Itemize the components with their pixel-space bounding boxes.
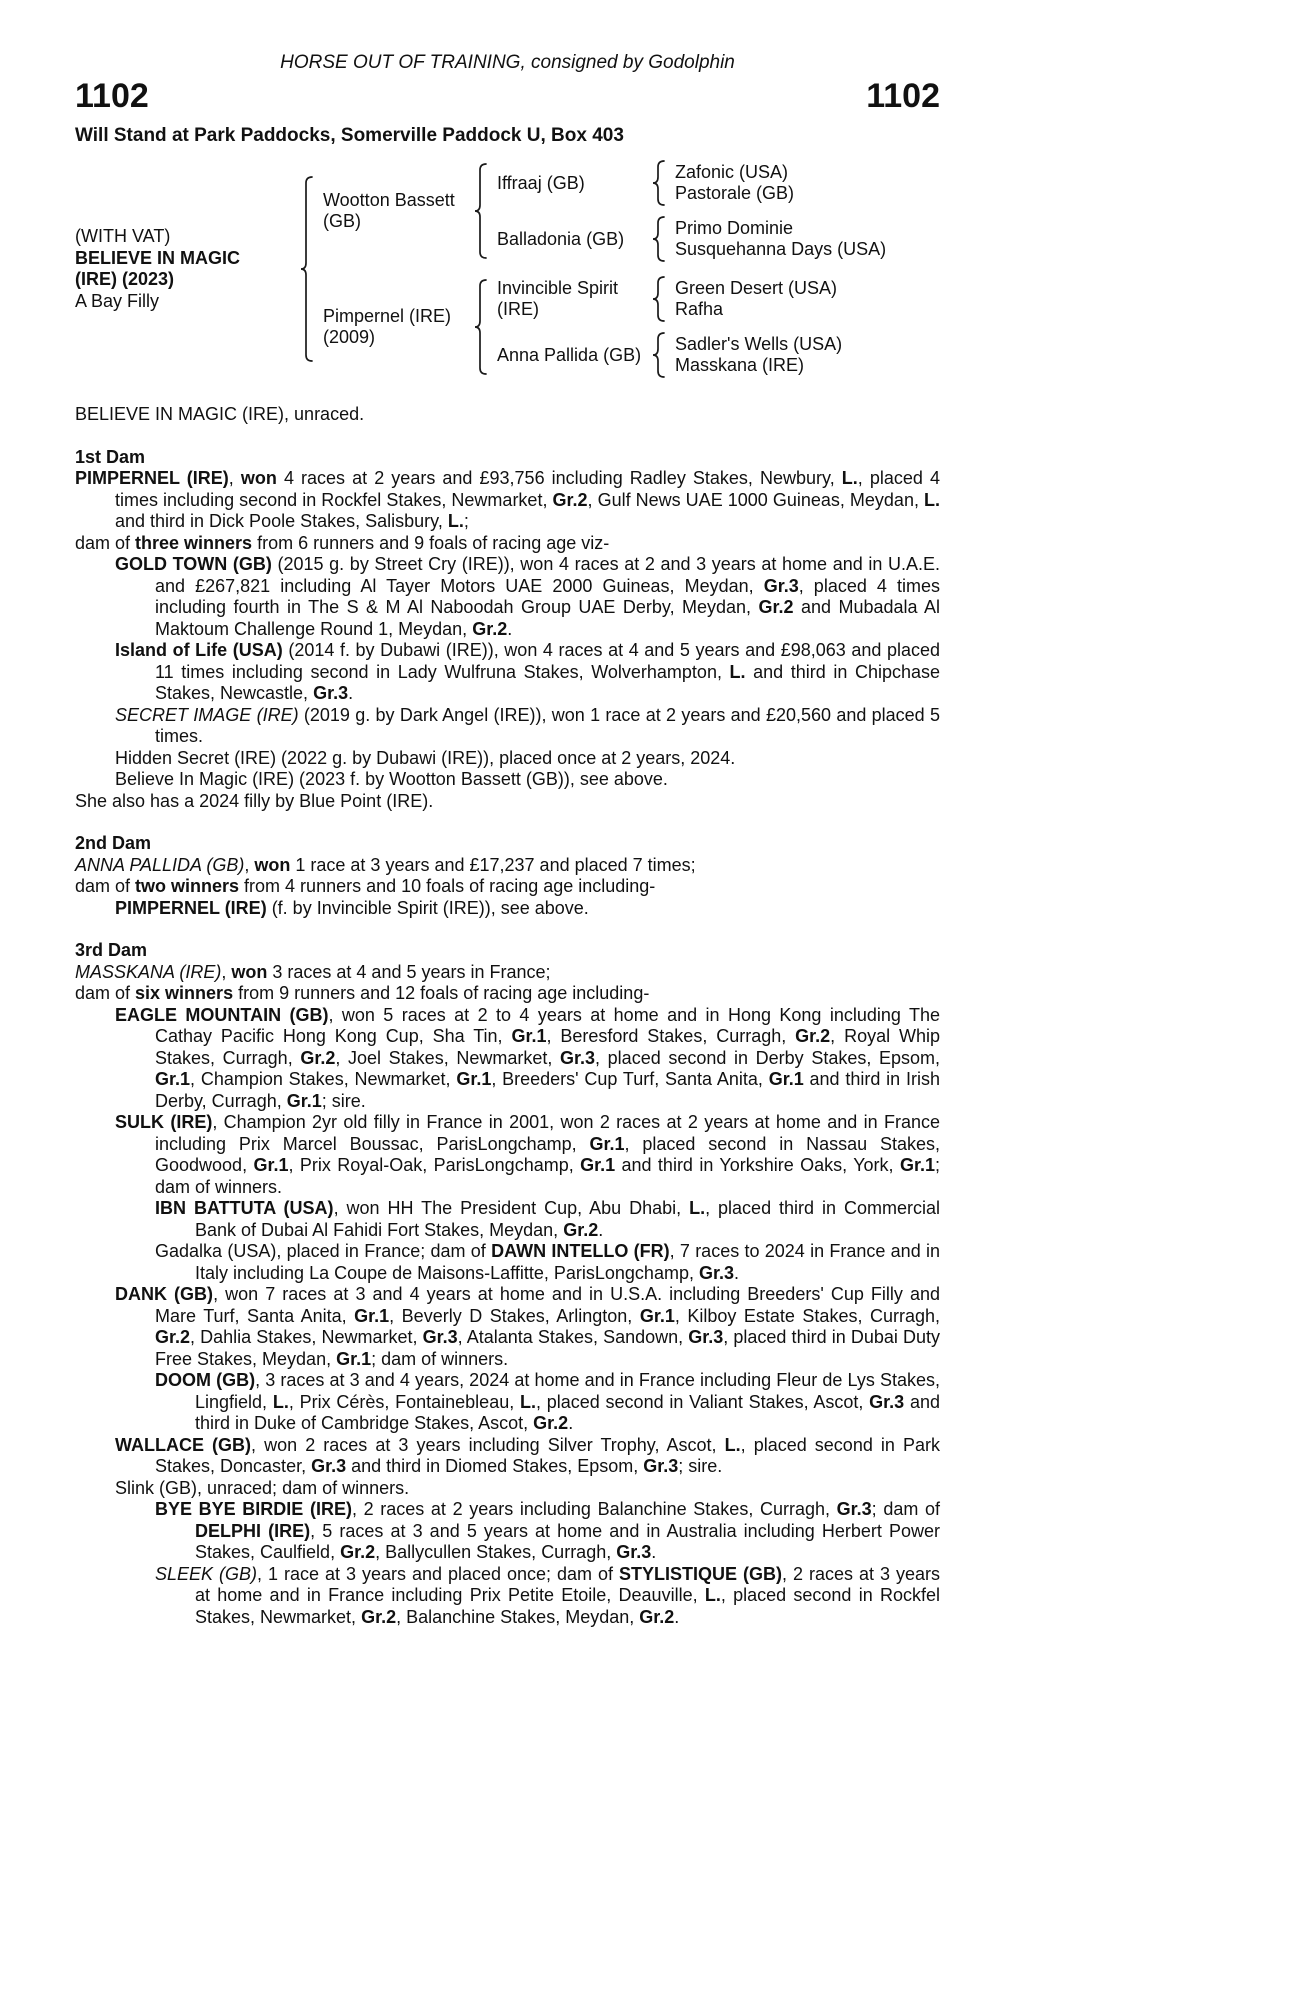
text-run: from 6 runners and 9 foals of racing age viz- — [252, 532, 610, 553]
text-run: two winners — [135, 876, 240, 897]
text-run: MASSKANA (IRE) — [75, 961, 222, 982]
consignment-line: HORSE OUT OF TRAINING, consigned by Godolphin — [280, 52, 735, 73]
text-run: L. — [447, 511, 464, 532]
brace-icon — [649, 160, 669, 206]
text-run: , — [228, 468, 241, 489]
text-run: Gr.1 — [768, 1069, 804, 1090]
text-run: dam of — [75, 532, 136, 553]
text-run: , — [244, 854, 255, 875]
text-run: . — [348, 683, 354, 704]
text-run: , Dahlia Stakes, Newmarket, — [190, 1327, 423, 1348]
text-run: EAGLE MOUNTAIN (GB) — [115, 1004, 329, 1025]
text-run: Slink (GB), unraced; dam of winners. — [115, 1477, 410, 1498]
text-run: Gr.3 — [869, 1391, 905, 1412]
text-run: (f. by Invincible Spirit (IRE)), see above. — [266, 897, 589, 918]
text-run: PIMPERNEL (IRE) — [115, 897, 267, 918]
dam-record — [75, 855, 940, 877]
text-run: ; dam of — [871, 1499, 940, 1520]
text-run: 1 race at 3 years and £17,237 and placed 7 times; — [290, 854, 696, 875]
text-run: DAWN INTELLO (FR) — [491, 1241, 670, 1262]
text-run: , Prix Cérès, Fontainebleau, — [288, 1391, 520, 1412]
text-run: , placed second in Park Stakes, Doncaster, — [155, 1434, 940, 1477]
lot-number-right: 1102 — [866, 76, 940, 115]
text-run: Gr.2 — [552, 489, 588, 510]
offspring-entry — [75, 898, 940, 920]
offspring-entry — [75, 1112, 940, 1198]
text-run: Gr.3 — [422, 1327, 458, 1348]
text-run: DANK (GB) — [115, 1284, 214, 1305]
also-has-note — [75, 791, 940, 813]
text-run: Believe In Magic (IRE) (2023 f. by Wootton Bassett (GB)), see above. — [115, 769, 668, 790]
text-run: Gr.3 — [836, 1499, 872, 1520]
dam-record — [75, 962, 940, 984]
text-run: ; dam of winners. — [155, 1155, 940, 1197]
text-run: L. — [272, 1391, 289, 1412]
offspring-entry — [75, 1241, 940, 1284]
offspring-entry — [75, 1370, 940, 1435]
text-run: Gr.3 — [616, 1542, 652, 1563]
offspring-entry — [75, 748, 940, 770]
text-run: GOLD TOWN (GB) — [115, 554, 272, 575]
lot-number-row — [75, 78, 940, 115]
offspring-entry — [75, 1499, 940, 1564]
text-run: IBN BATTUTA (USA) — [155, 1198, 334, 1219]
offspring-entry — [75, 705, 940, 748]
text-run: 3 races at 4 and 5 years in France; — [267, 961, 551, 982]
dam-dam-branch — [491, 332, 842, 378]
text-run: L. — [924, 489, 941, 510]
text-run: and third in Irish Derby, Curragh, — [155, 1069, 940, 1111]
text-run: WALLACE (GB) — [115, 1434, 252, 1455]
dam-name: Pimpernel (IRE) (2009) — [323, 305, 452, 348]
great-grandparent-name: Susquehanna Days (USA) — [675, 239, 887, 260]
text-run: ; sire. — [678, 1456, 723, 1477]
offspring-entry — [75, 554, 940, 640]
text-run: DOOM (GB) — [155, 1370, 256, 1391]
text-run: , won 2 races at 3 years including Silver Trophy, Ascot, — [251, 1434, 725, 1455]
text-run: , 7 races to 2024 in France and in Italy including La Coupe de Maisons-Laffitte, ParisLongchamp, — [195, 1241, 940, 1283]
text-run: Gr.2 — [639, 1606, 675, 1627]
text-run: ; — [463, 511, 469, 532]
text-run: , 2 races at 2 years including Balanchine Stakes, Curragh, — [351, 1499, 837, 1520]
text-run: Gr.1 — [354, 1305, 390, 1326]
brace-icon — [649, 332, 669, 378]
text-run: Gr.3 — [313, 683, 349, 704]
text-run: , placed third in Dubai Duty Free Stakes, Meydan, — [155, 1327, 940, 1369]
lot-number-left: 1102 — [75, 76, 149, 115]
sire-branch — [317, 160, 886, 262]
text-run: Gr.3 — [688, 1327, 724, 1348]
offspring-entry — [75, 769, 940, 791]
text-run: . — [674, 1606, 680, 1627]
text-run: , placed second in Valiant Stakes, Ascot, — [535, 1391, 870, 1412]
sire-dam-branch — [491, 216, 886, 262]
text-run: Gr.2 — [361, 1606, 397, 1627]
great-grandparent-name: Sadler's Wells (USA) — [675, 333, 843, 354]
text-run: and third in Diomed Stakes, Epsom, — [346, 1456, 644, 1477]
text-run: , Beresford Stakes, Curragh, — [546, 1026, 796, 1047]
text-run: , Champion 2yr old filly in France in 2001, won 2 races at 2 years at home and in France including Prix Marcel Boussac, ParisLongchamp, — [155, 1112, 940, 1154]
text-run: (2019 g. by Dark Angel (IRE)), won 1 race at 2 years and £20,560 and placed 5 times. — [155, 704, 940, 747]
text-run: Gr.1 — [899, 1155, 935, 1176]
text-run: , placed second in Derby Stakes, Epsom, — [595, 1047, 941, 1068]
text-run: L. — [841, 468, 858, 489]
text-run: Island of Life (USA) — [115, 640, 283, 661]
great-grandparent-name: Pastorale (GB) — [675, 183, 795, 204]
text-run: Gr.1 — [456, 1069, 492, 1090]
text-run: , Royal Whip Stakes, Curragh, — [155, 1026, 940, 1068]
text-run: won — [240, 468, 277, 489]
produce-intro — [75, 533, 940, 555]
great-grandparent-name: Green Desert (USA) — [675, 277, 838, 298]
text-run: ; dam of winners. — [371, 1348, 509, 1369]
text-run: , placed third in Commercial Bank of Dubai Al Fahidi Fort Stakes, Meydan, — [195, 1198, 940, 1240]
text-run: , — [221, 961, 232, 982]
text-run: won — [231, 961, 268, 982]
text-run: and third in Chipchase Stakes, Newcastle, — [155, 661, 940, 704]
brace-icon — [471, 163, 491, 259]
text-run: , Gulf News UAE 1000 Guineas, Meydan, — [587, 489, 925, 510]
text-run: L. — [729, 661, 746, 682]
dam-branch — [317, 276, 886, 378]
pedigree-table — [75, 160, 940, 378]
text-run: , placed second in Rockfel Stakes, Newmarket, — [195, 1585, 940, 1627]
text-run: Gadalka (USA), placed in France; dam of — [155, 1241, 492, 1262]
catalogue-body — [75, 404, 940, 1628]
dam-sire-branch — [491, 276, 842, 322]
offspring-entry — [75, 1435, 940, 1478]
text-run: , 2 races at 3 years at home and in France including Prix Petite Etoile, Deauville, — [195, 1563, 940, 1606]
text-run: , won 5 races at 2 to 4 years at home and in Hong Kong including The Cathay Pacific Hong Kong Cup, Sha Tin, — [155, 1004, 940, 1047]
offspring-entry — [75, 1198, 940, 1241]
text-run: (2015 g. by Street Cry (IRE)), won 4 races at 2 and 3 years at home and in U.A.E. and £267,821 including Al Tayer Motors UAE 2000 Guineas, Meydan, — [155, 554, 940, 596]
text-run: STYLISTIQUE (GB) — [619, 1563, 783, 1584]
text-run: . — [507, 618, 513, 639]
text-run: , Ballycullen Stakes, Curragh, — [375, 1542, 617, 1563]
text-run: Gr.1 — [589, 1133, 625, 1154]
text-run: BYE BYE BIRDIE (IRE) — [155, 1499, 352, 1520]
text-run: Gr.3 — [560, 1047, 596, 1068]
dam-record — [75, 468, 940, 533]
great-grandparent-name: Primo Dominie — [675, 217, 794, 238]
text-run: , Beverly D Stakes, Arlington, — [389, 1305, 640, 1326]
text-run: , placed second in Nassau Stakes, Goodwood, — [155, 1133, 940, 1176]
text-run: , won 7 races at 3 and 4 years at home and in U.S.A. including Breeders' Cup Filly and Mare Turf, Santa Anita, — [155, 1284, 940, 1326]
text-run: from 4 runners and 10 foals of racing age including- — [239, 876, 656, 897]
text-run: Hidden Secret (IRE) (2022 g. by Dubawi (IRE)), placed once at 2 years, 2024. — [115, 747, 736, 768]
text-run: Gr.2 — [563, 1219, 599, 1240]
text-run: (2014 f. by Dubawi (IRE)), won 4 races at 4 and 5 years and £98,063 and placed 11 times including second in Lady Wulfruna Stakes, Wolverhampton, — [155, 640, 941, 682]
text-run: and third in Dick Poole Stakes, Salisbury, — [115, 511, 448, 532]
text-run: Gr.1 — [155, 1069, 191, 1090]
heading-1st-dam — [75, 447, 940, 469]
text-run: and Mubadala Al Maktoum Challenge Round 1, Meydan, — [155, 597, 941, 639]
text-run: L. — [689, 1198, 706, 1219]
text-run: L. — [519, 1391, 536, 1412]
text-run: PIMPERNEL (IRE) — [75, 468, 229, 489]
text-run: Gr.1 — [286, 1090, 322, 1111]
offspring-entry — [75, 640, 940, 705]
sire-name: Wootton Bassett (GB) — [323, 189, 455, 232]
text-run: Gr.1 — [580, 1155, 616, 1176]
text-run: 4 races at 2 years and £93,756 including Radley Stakes, Newbury, — [276, 468, 842, 489]
text-run: Gr.3 — [643, 1456, 679, 1477]
great-grandparent-name: Zafonic (USA) — [675, 161, 789, 182]
brace-icon — [649, 216, 669, 262]
text-run: , Atalanta Stakes, Sandown, — [457, 1327, 689, 1348]
text-run: SULK (IRE) — [115, 1112, 213, 1133]
stand-location: Will Stand at Park Paddocks, Somerville Paddock U, Box 403 — [75, 124, 624, 146]
text-run: 2nd Dam — [75, 833, 152, 854]
text-run: She also has a 2024 filly by Blue Point (IRE). — [75, 790, 434, 811]
text-run: won — [254, 854, 291, 875]
vat-note: (WITH VAT) — [75, 226, 171, 247]
text-run: ; sire. — [321, 1090, 366, 1111]
text-run: and third in Duke of Cambridge Stakes, Ascot, — [195, 1391, 940, 1434]
horse-description: A Bay Filly — [75, 290, 160, 311]
unraced-line — [75, 404, 940, 426]
text-run: dam of — [75, 983, 136, 1004]
text-run: Gr.2 — [533, 1413, 569, 1434]
horse-info — [75, 226, 297, 312]
text-run: and third in Yorkshire Oaks, York, — [615, 1155, 900, 1176]
text-run: , 5 races at 3 and 5 years at home and in Australia including Herbert Power Stakes, Caulfield, — [195, 1520, 940, 1563]
text-run: dam of — [75, 876, 136, 897]
text-run: Gr.2 — [472, 618, 508, 639]
horse-suffix: (IRE) (2023) — [75, 269, 175, 290]
text-run: Gr.3 — [763, 575, 799, 596]
text-run: SLEEK (GB) — [155, 1563, 258, 1584]
pedigree-tree — [317, 160, 886, 378]
great-grandparent-name: Rafha — [675, 299, 724, 320]
text-run: L. — [724, 1434, 741, 1455]
text-run: Gr.2 — [795, 1026, 831, 1047]
offspring-entry — [75, 1564, 940, 1629]
text-run: , 3 races at 3 and 4 years, 2024 at home and in France including Fleur de Lys Stakes, Lingfield, — [195, 1370, 940, 1412]
offspring-entry — [75, 1005, 940, 1113]
text-run: , 1 race at 3 years and placed once; dam of — [257, 1563, 620, 1584]
text-run: ANNA PALLIDA (GB) — [75, 854, 245, 875]
text-run: Gr.3 — [698, 1262, 734, 1283]
text-run: . — [568, 1413, 574, 1434]
text-run: , Champion Stakes, Newmarket, — [190, 1069, 457, 1090]
text-run: Gr.1 — [511, 1026, 547, 1047]
dam-sire-name: Invincible Spirit (IRE) — [497, 277, 619, 320]
brace-icon — [649, 276, 669, 322]
brace-icon — [471, 279, 491, 375]
heading-2nd-dam — [75, 833, 940, 855]
sire-dam-name: Balladonia (GB) — [497, 228, 625, 249]
text-run: BELIEVE IN MAGIC (IRE), unraced. — [75, 404, 365, 425]
text-run: Gr.2 — [155, 1327, 191, 1348]
horse-name: BELIEVE IN MAGIC — [75, 247, 241, 268]
text-run: , Kilboy Estate Stakes, Curragh, — [674, 1305, 940, 1326]
offspring-entry — [75, 1284, 940, 1370]
brace-icon — [297, 176, 317, 362]
text-run: Gr.2 — [300, 1047, 336, 1068]
text-run: Gr.2 — [340, 1542, 376, 1563]
text-run: , Joel Stakes, Newmarket, — [335, 1047, 560, 1068]
text-run: , Breeders' Cup Turf, Santa Anita, — [491, 1069, 769, 1090]
text-run: DELPHI (IRE) — [195, 1520, 311, 1541]
offspring-entry — [75, 1478, 940, 1500]
produce-intro — [75, 983, 940, 1005]
sire-sire-name: Iffraaj (GB) — [497, 172, 585, 193]
text-run: . — [598, 1219, 604, 1240]
produce-intro — [75, 876, 940, 898]
text-run: L. — [704, 1585, 721, 1606]
text-run: Gr.1 — [336, 1348, 372, 1369]
text-run: Gr.2 — [758, 597, 794, 618]
text-run: from 9 runners and 12 foals of racing age including- — [233, 983, 650, 1004]
text-run: six winners — [135, 983, 234, 1004]
text-run: , placed 4 times including second in Rockfel Stakes, Newmarket, — [115, 468, 940, 510]
text-run: three winners — [135, 532, 253, 553]
text-run: 3rd Dam — [75, 940, 148, 961]
great-grandparent-name: Masskana (IRE) — [675, 355, 805, 376]
text-run: . — [651, 1542, 657, 1563]
text-run: , placed 4 times including fourth in The S & M Al Naboodah Group UAE Derby, Meydan, — [155, 575, 940, 618]
heading-3rd-dam — [75, 940, 940, 962]
text-run: Gr.3 — [311, 1456, 347, 1477]
text-run: Gr.1 — [639, 1305, 675, 1326]
sire-sire-branch — [491, 160, 886, 206]
dam-dam-name: Anna Pallida (GB) — [497, 344, 642, 365]
text-run: Gr.1 — [253, 1155, 289, 1176]
text-run: SECRET IMAGE (IRE) — [115, 704, 299, 725]
text-run: . — [734, 1262, 740, 1283]
text-run: 1st Dam — [75, 446, 146, 467]
text-run: , won HH The President Cup, Abu Dhabi, — [333, 1198, 690, 1219]
text-run: , Balanchine Stakes, Meydan, — [396, 1606, 640, 1627]
text-run: , Prix Royal-Oak, ParisLongchamp, — [288, 1155, 581, 1176]
